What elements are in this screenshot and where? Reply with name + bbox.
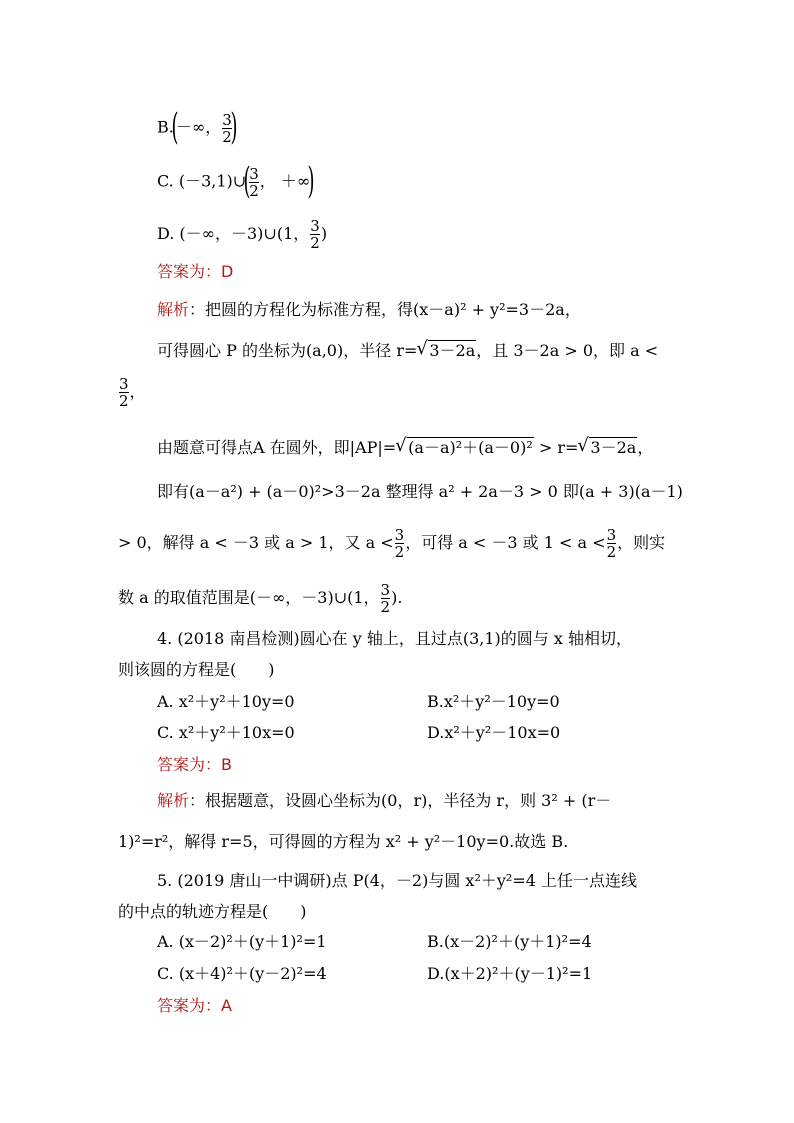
text: ，且 3－2a > 0，即 a < [476, 341, 659, 360]
radicand: 3－2a [429, 341, 476, 360]
q4-option-a: A. x²＋y²＋10y=0 [157, 692, 295, 711]
analysis-line-3 [118, 376, 146, 409]
q4-option-b: B.x²＋y²－10y=0 [427, 692, 560, 711]
right-paren: ) [230, 107, 238, 148]
numerator: 3 [394, 526, 405, 544]
denominator: 2 [606, 543, 617, 561]
q5-option-c: C. (x＋4)²＋(y－2)²=4 [157, 964, 327, 983]
option-c-text: C. (－3,1)∪ [157, 171, 247, 191]
option-d-tail: ) [320, 224, 328, 243]
denominator: 2 [249, 181, 259, 200]
fraction-3-2 [249, 166, 259, 199]
radicand: 3－2a [590, 438, 637, 457]
text: > 0，解得 a < －3 或 a > 1，又 a < [118, 533, 394, 552]
option-d [157, 218, 327, 251]
option-b-label: B. [157, 117, 174, 137]
q4-option-c: C. x²＋y²＋10x=0 [157, 723, 295, 742]
denominator: 2 [119, 392, 129, 410]
q5-option-a: A. (x－2)²＋(y＋1)²=1 [157, 932, 327, 951]
denominator: 2 [394, 543, 405, 561]
option-c-tail: ， ＋∞ [259, 171, 311, 191]
radicand: (a－a)²＋(a－0)² [408, 438, 533, 457]
analysis-line-6 [118, 527, 665, 560]
text: ，则实 [617, 533, 666, 552]
analysis-label: 解析 [157, 300, 190, 319]
comma: ， [129, 382, 146, 401]
analysis-line-2 [157, 341, 658, 361]
question-5-line-1: 5. (2019 唐山一中调研)点 P(4，－2)与圆 x²＋y²=4 上任一点连线 [157, 871, 637, 890]
question-4-line-2: 则该圆的方程是( ) [118, 660, 275, 679]
text: ，可得 a < －3 或 1 < a < [405, 533, 606, 552]
comma: ， [637, 438, 654, 457]
fraction-3-2 [607, 527, 617, 560]
option-d-text: D. (－∞，－3)∪(1， [157, 224, 310, 243]
question-4-line-1: 4. (2018 南昌检测)圆心在 y 轴上，且过点(3,1)的圆与 x 轴相切， [157, 629, 632, 648]
fraction-3-2 [395, 527, 405, 560]
analysis-text: ：根据题意，设圆心坐标为(0，r)，半径为 r，则 3² + (r－ [189, 791, 612, 810]
fraction-3-2 [381, 582, 391, 615]
text: 数 a 的取值范围是(－∞，－3)∪(1， [118, 588, 380, 607]
analysis-1 [157, 300, 581, 320]
answer-3: 答案为：A [157, 996, 232, 1015]
numerator: 3 [380, 581, 391, 599]
answer-2: 答案为：B [157, 755, 232, 774]
q5-option-d: D.(x＋2)²＋(y－1)²=1 [427, 964, 593, 983]
analysis-2-line-2: 1)²=r²，解得 r=5，可得圆的方程为 x² + y²－10y=0.故选 B. [118, 832, 569, 851]
question-5-line-2: 的中点的轨迹方程是( ) [118, 902, 307, 921]
fraction-3-2 [310, 218, 320, 251]
text: > r= [533, 438, 579, 457]
denominator: 2 [222, 127, 232, 146]
numerator: 3 [249, 164, 259, 183]
left-paren: ( [171, 107, 179, 148]
q5-option-b: B.(x－2)²＋(y＋1)²=4 [427, 932, 592, 951]
denominator: 2 [310, 234, 320, 252]
text: 可得圆心 P 的坐标为(a,0)，半径 r= [157, 341, 418, 360]
numerator: 3 [310, 217, 320, 235]
text: ). [391, 588, 403, 607]
fraction-3-2 [119, 376, 129, 409]
numerator: 3 [606, 526, 617, 544]
sqrt-expression [578, 438, 637, 458]
option-c [157, 161, 315, 202]
left-paren: ( [243, 161, 251, 202]
analysis-2 [157, 791, 611, 811]
right-paren: ) [307, 161, 315, 202]
denominator: 2 [380, 598, 391, 616]
numerator: 3 [222, 110, 232, 129]
option-b-text: －∞， [175, 117, 222, 137]
analysis-line-5: 即有(a－a²) + (a－0)²>3－2a 整理得 a² + 2a－3 > 0 即(a + 3)(a－1) [157, 482, 683, 501]
q4-option-d: D.x²＋y²－10x=0 [427, 723, 561, 742]
option-b [157, 107, 238, 148]
answer-1: 答案为：D [157, 262, 234, 281]
analysis-text: ：把圆的方程化为标准方程，得(x－a)² + y²=3－2a， [189, 300, 581, 319]
analysis-line-7 [118, 582, 402, 615]
text: 由题意可得点A 在圆外，即|AP|= [157, 438, 397, 457]
sqrt-expression [417, 341, 476, 361]
analysis-line-4 [157, 438, 653, 458]
sqrt-expression [396, 438, 534, 458]
numerator: 3 [119, 375, 129, 393]
analysis-label: 解析 [157, 791, 190, 810]
